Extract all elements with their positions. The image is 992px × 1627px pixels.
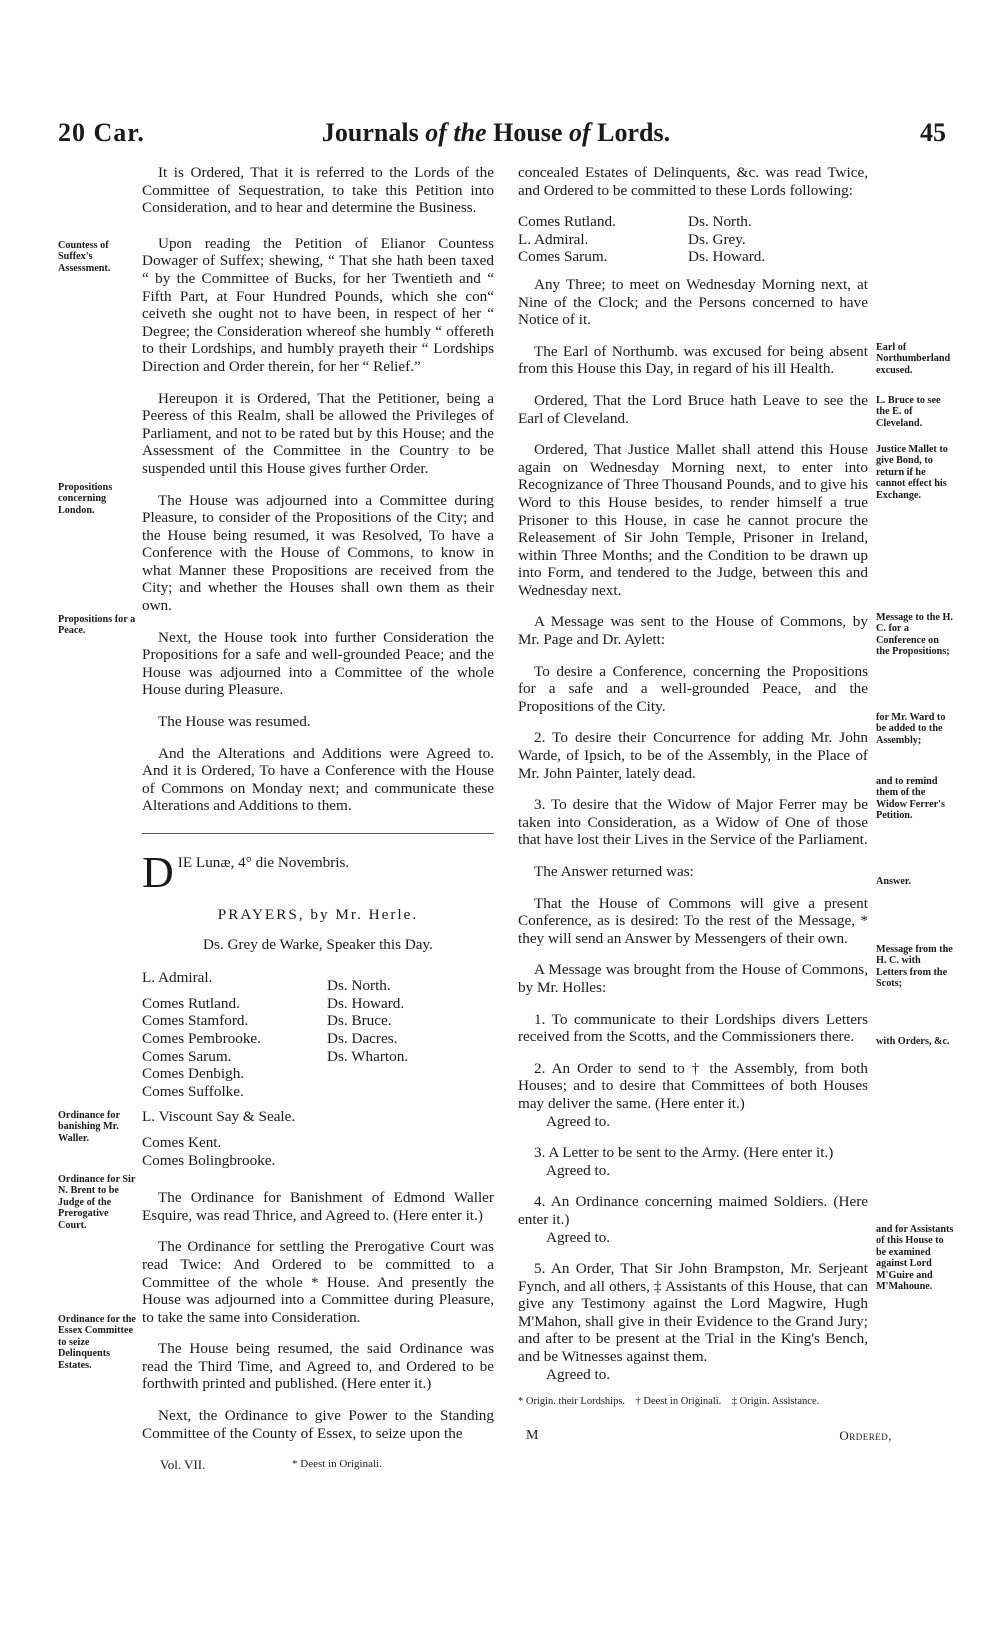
- paragraph: 4. An Ordinance concerning maimed Soldiers. (Here enter it.): [518, 1193, 868, 1228]
- paragraph: 1. To communicate to their Lordships divers Letters received from the Scotts, and the Commissioners there.: [518, 1010, 868, 1046]
- paragraph: Agreed to.: [546, 1365, 611, 1383]
- paragraph: Any Three; to meet on Wednesday Morning next, at Nine of the Clock; and the Persons concerned to have Notice of it.: [518, 275, 868, 329]
- footnotes: * Origin. their Lordships. † Deest in Originali. ‡ Origin. Assistance.: [518, 1396, 820, 1408]
- paragraph: That the House of Commons will give a present Conference, as is desired: To the rest of the Message, * they will send an Answer by Messengers of their own.: [518, 894, 868, 947]
- margin-note: Earl of Northumberland excused.: [876, 342, 951, 376]
- margin-note: Propositions concerning London.: [58, 482, 113, 516]
- drop-cap: D: [142, 848, 174, 897]
- paragraph: 2. An Order to send to † the Assembly, from both Houses; and to desire that Committees of both Houses may deliver the same. (Here enter it.): [518, 1059, 868, 1112]
- margin-note: and to remind them of the Widow Ferrer's Petition.: [876, 776, 945, 822]
- margin-note: Ordinance for Sir N. Brent to be Judge of the Prerogative Court.: [58, 1174, 136, 1231]
- right-column: [518, 164, 892, 1447]
- margin-note: Propositions for a Peace.: [58, 614, 136, 637]
- left-footer: [142, 1456, 494, 1472]
- margin-note: Countess of Suffex's Assessment.: [58, 240, 111, 274]
- prayers-line: PRAYERS, by Mr. Herle.: [217, 906, 419, 923]
- paragraph: 3. To desire that the Widow of Major Ferrer may be taken into Consideration, as a Widow of One of those that have lost their Lives in the Service of the Parliament.: [518, 796, 868, 849]
- paragraph: Ordered, That the Lord Bruce hath Leave to see the Earl of Cleveland.: [518, 391, 868, 427]
- attendance-list: [142, 969, 494, 1169]
- paragraph: The Earl of Northumb. was excused for being absent from this House this Day, in regard of his ill Health.: [518, 342, 868, 378]
- paragraph: The Ordinance for Banishment of Edmond Waller Esquire, was read Thrice, and Agreed to. (Here enter it.): [142, 1189, 494, 1224]
- footnote: * Deest in Originali.: [292, 1458, 382, 1471]
- margin-note: Justice Mallet to give Bond, to return if he cannot effect his Exchange.: [876, 444, 948, 501]
- paragraph: A Message was sent to the House of Commons, by Mr. Page and Dr. Aylett:: [518, 613, 868, 649]
- paragraph: Next, the Ordinance to give Power to the Standing Committee of the County of Essex, to seize upon the: [142, 1407, 494, 1442]
- attendance-left: L. Admiral. Comes Rutland. Comes Stamford. Comes Pembrooke. Comes Sarum. Comes Denbigh. Comes Suffolke. L. Viscount Say & Seale. Comes Kent. Comes Bolingbrooke.: [142, 969, 296, 1169]
- section-divider: [142, 833, 494, 834]
- margin-note: Ordinance for banishing Mr. Waller.: [58, 1110, 120, 1144]
- day-heading: D IE Lunæ, 4° die Novembris.: [142, 848, 350, 897]
- paragraph: Hereupon it is Ordered, That the Petitioner, being a Peeress of this Realm, shall be allowed the Privileges of Parliament, and not to be rated but by this House; and the Assessment of the Committee in the Country to be suspended until this House gives further Order.: [142, 389, 494, 477]
- paragraph: Next, the House took into further Consideration the Propositions for a safe and well-grounded Peace; and the House was adjourned into a Committee of the whole House during Pleasure.: [142, 628, 494, 699]
- margin-note: and for Assistants of this House to be examined against Lord M'Guire and M'Mahoune.: [876, 1224, 954, 1293]
- committee-list: Comes Rutland. L. Admiral. Comes Sarum. Ds. North. Ds. Grey. Ds. Howard.: [518, 213, 766, 266]
- running-title: Journals of the House of Lords.: [321, 118, 671, 147]
- paragraph: Agreed to.: [546, 1228, 611, 1246]
- paragraph: To desire a Conference, concerning the Propositions for a safe and a well-grounded Peace, and the Propositions of the City.: [518, 662, 868, 715]
- margin-note: Message to the H. C. for a Conference on the Propositions;: [876, 612, 953, 658]
- paragraph: And the Alterations and Additions were Agreed to. And it is Ordered, To have a Conference with the House of Commons on Monday next; and communicate these Alterations and Additions to them.: [142, 744, 494, 815]
- paragraph: Ordered, That Justice Mallet shall attend this House again on Wednesday Morning next, to enter into Recognizance of Three Thousand Pounds, and to give his Word to this House besides, to render himself a true Prisoner to this House, in case he cannot procure the Releasement of Sir John Temple, Prisoner in Ireland, within Three Months; and the Condition to be drawn up into Form, and tendered to the Judge, between this and Wednesday next.: [518, 441, 868, 599]
- paragraph: The House being resumed, the said Ordinance was read the Third Time, and Agreed to, and Ordered to be forthwith printed and published. (Here enter it.): [142, 1340, 494, 1393]
- paragraph: The Ordinance for settling the Prerogative Court was read Twice: And Ordered to be committed to a Committee of the whole * House. And presently the House was adjourned into a Committee during Pleasure, to take the same into Consideration.: [142, 1238, 494, 1326]
- catchword: Ordered,: [839, 1427, 892, 1443]
- paragraph: The House was adjourned into a Committee during Pleasure, to consider of the Propositions of the City; and the House being resumed, it was Resolved, To have a Conference with the House of Commons, to know in what Manner these Propositions are received from the City; and whether the Houses shall own them as their own.: [142, 491, 494, 615]
- volume-mark: Vol. VII.: [160, 1457, 206, 1473]
- left-column: [142, 164, 494, 1472]
- paragraph: The Answer returned was:: [534, 863, 694, 880]
- signature-mark: M: [526, 1427, 539, 1443]
- margin-note: Message from the H. C. with Letters from the Scots;: [876, 944, 953, 990]
- margin-note: for Mr. Ward to be added to the Assembly;: [876, 712, 946, 746]
- page-header: [0, 118, 992, 158]
- margin-note: Answer.: [876, 876, 911, 887]
- page-number: 45: [920, 118, 946, 147]
- paragraph: 2. To desire their Concurrence for adding Mr. John Warde, of Ipsich, to be of the Assembly, in the Place of Mr. John Painter, lately dead.: [518, 729, 868, 782]
- margin-note: with Orders, &c.: [876, 1036, 950, 1047]
- speaker-line: Ds. Grey de Warke, Speaker this Day.: [203, 935, 433, 953]
- paragraph: Agreed to.: [546, 1161, 611, 1179]
- right-footer: [518, 1427, 892, 1447]
- paragraph: 5. An Order, That Sir John Brampston, Mr. Serjeant Fynch, and all others, ‡ Assistants of this House, that can give any Testimony against the Lord Magwire, Hugh M'Mahon, shall give in their Evidence to the Grand Jury; and after to be present at the Trial in the King's Bench, and be Witnesses against them.: [518, 1260, 868, 1366]
- regnal-year: 20 Car.: [58, 118, 145, 147]
- paragraph: The House was resumed.: [158, 713, 311, 731]
- paragraph: A Message was brought from the House of Commons, by Mr. Holles:: [518, 961, 868, 996]
- attendance-right: Ds. North. Ds. Howard. Ds. Bruce. Ds. Dacres. Ds. Wharton.: [327, 977, 409, 1065]
- paragraph: Upon reading the Petition of Elianor Countess Dowager of Suffex; shewing, “ That she hath been taxed “ by the Committee of Bucks, for her Twentieth and “ Fifth Part, at Four Hundred Pounds, which she con“ ceiveth she ought not to have been, in respect of her “ Degree; the Consideration whereof she humbly “ offereth to their Lordships, and humbly prayeth their “ Lordships Direction and Order therein, for her “ Relief.”: [142, 234, 494, 375]
- paragraph: It is Ordered, That it is referred to the Lords of the Committee of Sequestration, to take this Petition into Consideration, and to hear and determine the Business.: [142, 164, 494, 217]
- paragraph: Agreed to.: [546, 1112, 611, 1130]
- paragraph: 3. A Letter to be sent to the Army. (Here enter it.): [534, 1144, 834, 1162]
- margin-note: L. Bruce to see the E. of Cleveland.: [876, 395, 941, 429]
- margin-note: Ordinance for the Essex Committee to seize Delinquents Estates.: [58, 1314, 136, 1371]
- paragraph: concealed Estates of Delinquents, &c. was read Twice, and Ordered to be committed to these Lords following:: [518, 164, 868, 199]
